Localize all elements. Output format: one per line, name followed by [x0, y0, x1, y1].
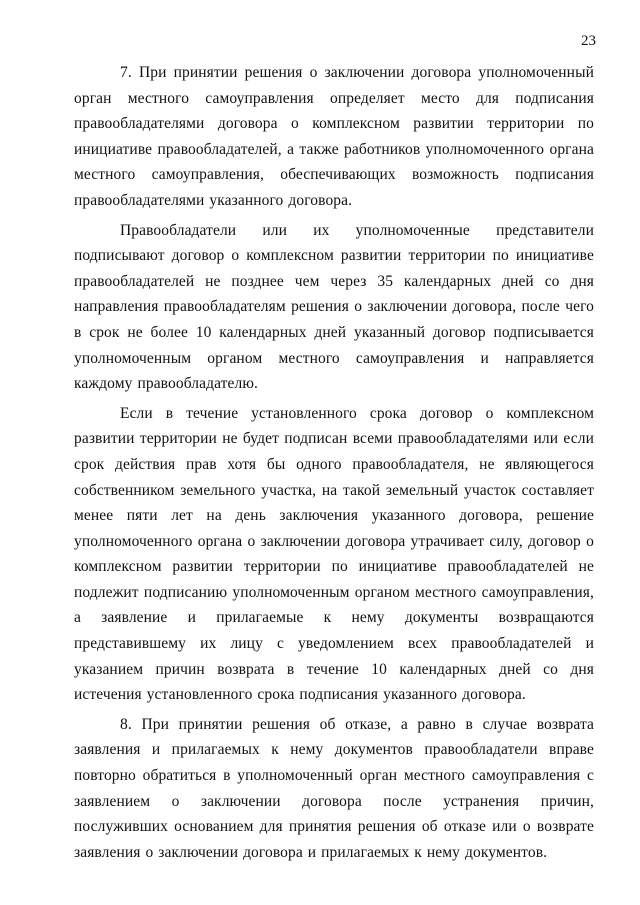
- page-number: 23: [581, 33, 596, 49]
- document-body: [74, 60, 594, 869]
- paragraph-signing-terms: Правообладатели или их уполномоченные представители подписывают договор о комплексном развитии территории по инициативе правообладателей не позднее чем через 35 календарных дней со дня направления правообладателям решения о заключении договора, после чего в срок не более 10 календарных дней указанный договор подписывается уполномоченным органом местного самоуправления и направляется каждому правообладателю.: [74, 221, 594, 393]
- paragraph-7: 7. При принятии решения о заключении договора уполномоченный орган местного самоуправления определяет место для подписания правообладателями договора о комплексном развитии территории по инициативе правообладателей, а также работников уполномоченного органа местного самоуправления, обеспечивающих возможность подписания правообладателями указанного договора.: [74, 64, 594, 209]
- paragraph-8: 8. При принятии решения об отказе, а равно в случае возврата заявления и прилагаемых к нему документов правообладатели вправе повторно обратиться в уполномоченный орган местного самоуправления с заявлением о заключении договора после устранения причин, послуживших основанием для принятия решения об отказе или о возврате заявления о заключении договора и прилагаемых к нему документов.: [74, 715, 594, 861]
- paragraph-unsigned-consequences: Если в течение установленного срока договор о комплексном развитии территории не будет подписан всеми правообладателями или если срок действия прав хотя бы одного правообладателя, не являющегося собственником земельного участка, на такой земельный участок составляет менее пяти лет на день заключения указанного договора, решение уполномоченного органа о заключении договора утрачивает силу, договор о комплексном развитии территории по инициативе правообладателей не подлежит подписанию уполномоченным органом местного самоуправления, а заявление и прилагаемые к нему документы возвращаются представившему их лицу с уведомлением всех правообладателей и указанием причин возврата в течение 10 календарных дней со дня истечения установленного срока подписания указанного договора.: [74, 404, 594, 704]
